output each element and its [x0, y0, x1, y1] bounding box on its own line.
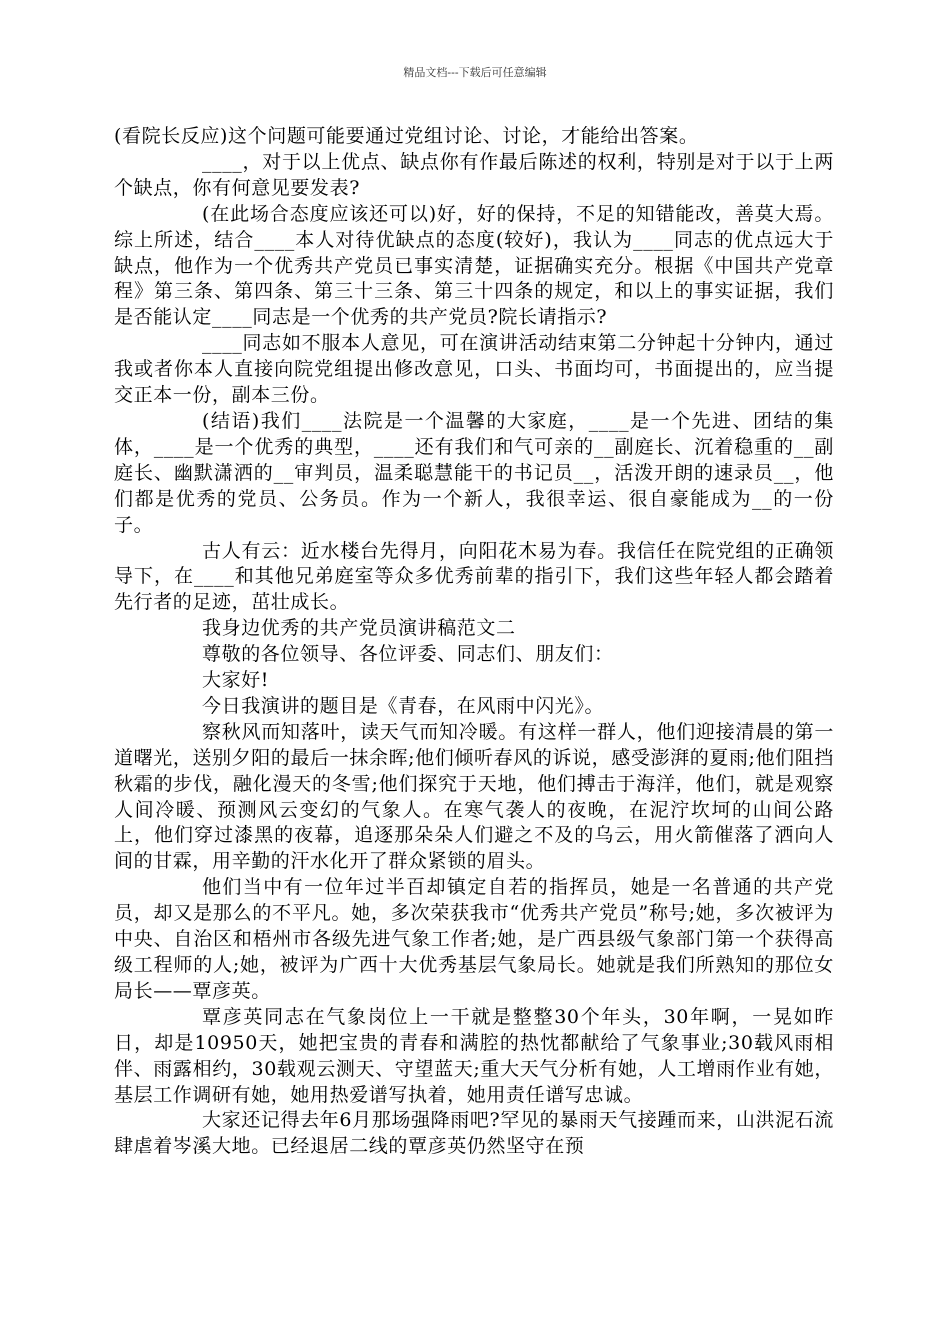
paragraph-6: 古人有云：近水楼台先得月，向阳花木易为春。我信任在院党组的正确领导下，在____和其他兄弟庭室等众多优秀前辈的指引下，我们这些年轻人都会踏着先行者的足迹，茁壮成长。 — [114, 539, 834, 614]
paragraph-14: 大家还记得去年6月那场强降雨吧?罕见的暴雨天气接踵而来，山洪泥石流肆虐着岑溪大地。已经退居二线的覃彦英仍然坚守在预 — [114, 1109, 834, 1158]
paragraph-5: (结语)我们____法院是一个温馨的大家庭，____是一个先进、团结的集体，____是一个优秀的典型，____还有我们和气可亲的__副庭长、沉着稳重的__副庭长、幽默潇洒的__审判员，温柔聪慧能干的书记员__，活泼开朗的速录员__，他们都是优秀的党员、公务员。作为一个新人，我很幸运、很自豪能成为__的一份子。 — [114, 409, 834, 536]
section-title: 我身边优秀的共产党员演讲稿范文二 — [202, 617, 516, 640]
greeting: 大家好! — [202, 669, 270, 692]
paragraph-3: (在此场合态度应该还可以)好，好的保持，不足的知错能改，善莫大焉。综上所述，结合____本人对待优缺点的态度(较好)，我认为____同志的优点远大于缺点，他作为一个优秀共产党员已事实清楚，证据确实充分。根据《中国共产党章程》第三条、第四条、第三十三条、第三十四条的规定，和以上的事实证据，我们是否能认定____同志是一个优秀的共产党员?院长请指示? — [114, 202, 834, 329]
document-body — [114, 124, 834, 1160]
page-header: 精品文档---下载后可任意编辑 — [403, 66, 547, 79]
paragraph-12: 他们当中有一位年过半百却镇定自若的指挥员，她是一名普通的共产党员，却又是那么的不平凡。她，多次荣获我市“优秀共产党员”称号;她，多次被评为中央、自治区和梧州市各级先进气象工作者;她，是广西县级气象部门第一个获得高级工程师的人;她，被评为广西十大优秀基层气象局长。她就是我们所熟知的那位女局长——覃彦英。 — [114, 876, 834, 1002]
paragraph-11: 察秋风而知落叶，读天气而知冷暖。有这样一群人，他们迎接清晨的第一道曙光，送别夕阳的最后一抹余晖;他们倾听春风的诉说，感受澎湃的夏雨;他们阻挡秋霜的步伐，融化漫天的冬雪;他们探究于天地，他们搏击于海洋，他们，就是观察人间冷暖、预测风云变幻的气象人。在寒气袭人的夜晚，在泥泞坎坷的山间公路上，他们穿过漆黑的夜幕，追逐那朵朵人们避之不及的乌云，用火箭催落了洒向人间的甘霖，用辛勤的汗水化开了群众紧锁的眉头。 — [114, 720, 834, 873]
speech-topic: 今日我演讲的题目是《青春，在风雨中闪光》。 — [202, 694, 605, 717]
salutation: 尊敬的各位领导、各位评委、同志们、朋友们： — [202, 643, 614, 666]
paragraph-2: ____，对于以上优点、缺点你有作最后陈述的权利，特别是对于以于上两个缺点，你有何意见要发表? — [114, 150, 834, 199]
paragraph-13: 覃彦英同志在气象岗位上一干就是整整30个年头，30年啊，一晃如昨日，却是10950天，她把宝贵的青春和满腔的热忱都献给了气象事业;30载风雨相伴、雨露相约，30载观云测天、守望蓝天;重大天气分析有她，人工增雨作业有她，基层工作调研有她，她用热爱谱写执着，她用责任谱写忠诚。 — [114, 1005, 834, 1106]
paragraph-4: ____同志如不服本人意见，可在演讲活动结束第二分钟起十分钟内，通过我或者你本人直接向院党组提出修改意见，口头、书面均可，书面提出的，应当提交正本一份，副本三份。 — [114, 332, 834, 407]
paragraph-1: (看院长反应)这个问题可能要通过党组讨论、讨论，才能给出答案。 — [114, 125, 699, 147]
